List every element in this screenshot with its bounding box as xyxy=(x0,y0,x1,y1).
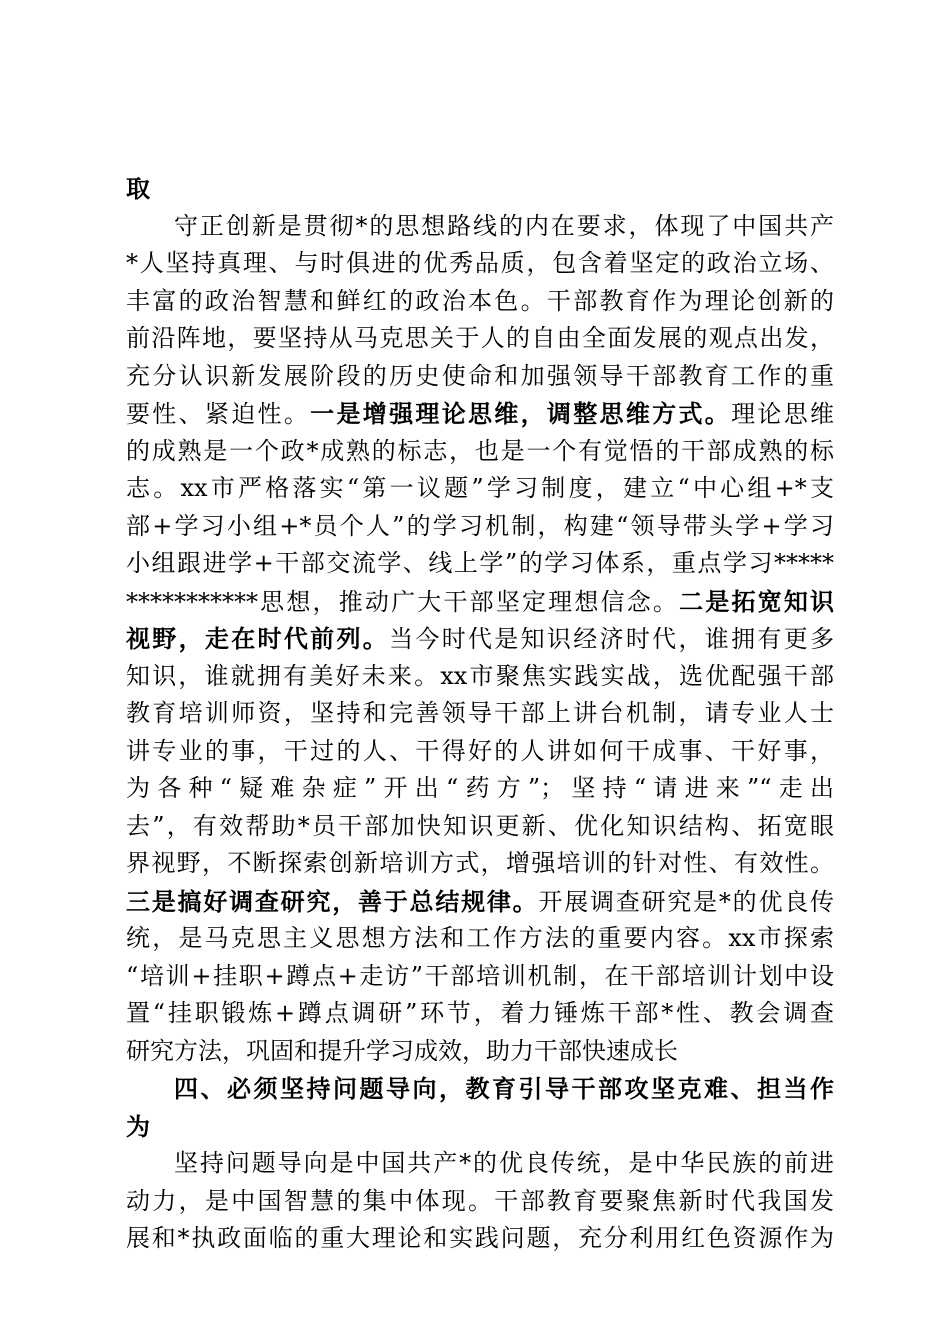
paragraph-line xyxy=(126,470,834,508)
text-run: 充分认识新发展阶段的历史使命和加强领导干部教育工作的重 xyxy=(126,361,834,390)
text-run: 志。xx市严格落实“第一议题”学习制度，建立“中心组+*支 xyxy=(126,474,834,502)
text-run: 守正创新是贯彻*的思想路线的内在要求，体现了中国共产 xyxy=(174,211,834,240)
text-run: 部+学习小组+*员个人”的学习机制，构建“领导带头学+学习 xyxy=(126,511,834,540)
bold-point-one: 一是增强理论思维，调整思维方式。 xyxy=(310,399,732,428)
text-run: 研究方法，巩固和提升学习成效，助力干部快速成长 xyxy=(126,1036,678,1065)
text-run: 界视野，不断探索创新培训方式，增强培训的针对性、有效性。 xyxy=(126,849,834,877)
text-run: *人坚持真理、与时俱进的优秀品质，包含着坚定的政治立场、 xyxy=(126,249,834,277)
paragraph-line xyxy=(126,1033,834,1071)
paragraph-line xyxy=(126,920,834,958)
paragraph-line xyxy=(126,883,834,921)
paragraph-line xyxy=(126,845,834,883)
paragraph-line xyxy=(126,1145,834,1183)
text-run: 动力，是中国智慧的集中体现。干部教育要聚焦新时代我国发 xyxy=(126,1186,834,1215)
paragraph-line xyxy=(126,770,834,808)
text-run: 坚持问题导向是中国共产*的优良传统，是中华民族的前进 xyxy=(174,1149,834,1177)
paragraph-line xyxy=(126,958,834,996)
paragraph-line xyxy=(126,583,834,621)
paragraph-line xyxy=(126,545,834,583)
paragraph-line xyxy=(126,508,834,546)
paragraph-line xyxy=(126,620,834,658)
section-heading xyxy=(126,1070,834,1108)
text-run: 取 xyxy=(126,174,150,203)
paragraph-line xyxy=(126,808,834,846)
text-run: 开展调查研究是*的优良传 xyxy=(538,887,834,916)
text-run: 小组跟进学+干部交流学、线上学”的学习体系，重点学习***** xyxy=(126,549,834,577)
text-run: ***********思想，推动广大干部坚定理想信念。 xyxy=(126,587,680,616)
text-run: 统，是马克思主义思想方法和工作方法的重要内容。xx市探索 xyxy=(126,924,834,952)
paragraph-line xyxy=(126,245,834,283)
paragraph-line xyxy=(126,995,834,1033)
text-run: 丰富的政治智慧和鲜红的政治本色。干部教育作为理论创新的 xyxy=(126,286,834,315)
bold-point-three: 三是搞好调查研究，善于总结规律。 xyxy=(126,886,539,916)
paragraph-line xyxy=(126,1220,834,1258)
text-run: 教育培训师资，坚持和完善领导干部上讲台机制，请专业人士 xyxy=(126,699,834,727)
paragraph-line xyxy=(126,733,834,771)
text-run: 要性、紧迫性。 xyxy=(126,400,311,428)
text-run: 前沿阵地，要坚持从马克思关于人的自由全面发展的观点出发， xyxy=(126,324,834,352)
text-run: 讲专业的事，干过的人、干得好的人讲如何干成事、干好事， xyxy=(126,736,834,765)
bold-point-two: 二是拓宽知识 xyxy=(679,586,834,616)
text-run: “培训+挂职+蹲点+走访”干部培训机制，在干部培训计划中设 xyxy=(126,961,834,990)
paragraph-line xyxy=(126,395,834,433)
text-run: 理论思维 xyxy=(731,400,834,428)
paragraph-line xyxy=(126,658,834,696)
section-heading-text: 为 xyxy=(126,1111,150,1141)
paragraph-line xyxy=(126,695,834,733)
text-run: 当今时代是知识经济时代，谁拥有更多 xyxy=(389,625,834,653)
text-run: 去”，有效帮助*员干部加快知识更新、优化知识结构、拓宽眼 xyxy=(126,811,834,840)
paragraph-line xyxy=(126,320,834,358)
paragraph-line xyxy=(126,358,834,396)
bold-point-two-cont: 视野，走在时代前列。 xyxy=(126,624,390,653)
text-run: 的成熟是一个政*成熟的标志，也是一个有觉悟的干部成熟的标 xyxy=(126,436,834,465)
section-heading xyxy=(126,1108,834,1146)
text-run: 展和*执政面临的重大理论和实践问题，充分利用红色资源作为 xyxy=(126,1224,834,1252)
text-run: 知识，谁就拥有美好未来。xx市聚焦实践实战，选优配强干部 xyxy=(126,661,834,690)
paragraph-line xyxy=(126,433,834,471)
paragraph-fragment-line xyxy=(126,170,834,208)
paragraph-line xyxy=(126,283,834,321)
text-run: 置“挂职锻炼+蹲点调研”环节，着力锤炼干部*性、教会调查 xyxy=(126,999,834,1027)
paragraph-line xyxy=(126,208,834,246)
document-page xyxy=(126,170,834,1258)
text-run: 为各种“疑难杂症”开出“药方”；坚持“请进来”“走出 xyxy=(126,774,834,802)
paragraph-line xyxy=(126,1183,834,1221)
section-heading-text: 四、必须坚持问题导向，教育引导干部攻坚克难、担当作 xyxy=(174,1074,834,1103)
